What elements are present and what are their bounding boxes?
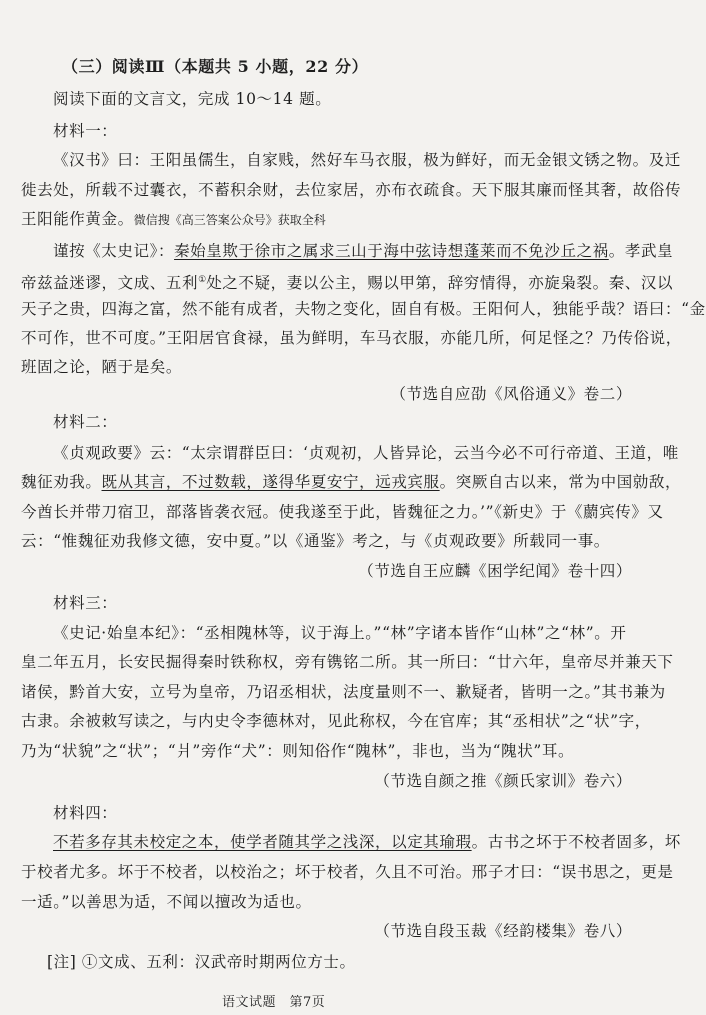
underlined-sentence: 既从其言，不过数载，遂得华夏安宁，远戎宾服	[101, 473, 440, 491]
material-1-line: 班固之论，陋于是矣。	[21, 358, 183, 376]
material-1-line: 不可作，世不可度。”王阳居官食禄，虽为鲜明，车马衣服，亦能几所，何足怪之？乃传俗说，	[21, 329, 682, 347]
watermark-text: 微信搜《高三答案公众号》获取全科	[133, 213, 326, 227]
material-2-line: 今酋长并带刀宿卫，部落皆袭衣冠。使我遂至于此，皆魏征之力。’”《新史》于《蘮宾传》又	[21, 503, 664, 521]
section-title: （三）阅读Ⅲ（本题共 5 小题，22 分）	[62, 57, 369, 76]
material-1-title: 材料一：	[53, 122, 118, 140]
material-4-source: （节选自段玉裁《经韵楼集》卷八）	[374, 922, 632, 940]
underlined-sentence: 不若多存其未校定之本，使学者随其学之浅深，以定其瑜瑕	[53, 833, 472, 851]
material-1-source: （节选自应劭《风俗通义》卷二）	[390, 385, 632, 403]
material-1-text: 谨按《太史记》：	[53, 242, 175, 260]
material-2-line	[21, 472, 681, 492]
material-1-text: 帝兹益迷谬，文成、五利	[21, 274, 199, 293]
material-4-line	[53, 832, 681, 852]
material-1-line: 《汉书》曰：王阳虽儒生，自家贱，然好车马衣服，极为鲜好，而无金银文锈之物。及迁	[53, 151, 681, 169]
material-1-text: 处之不疑，妻以公主，赐以甲第，辞穷情得，亦旋枭裂。秦、汉以	[206, 274, 674, 293]
material-4-line: 一适。”以善思为适，不闻以擅改为适也。	[21, 893, 312, 911]
material-3-line: 古隶。余被敕写读之，与内史令李德林对，见此称权，今在官库；其“丞相状”之“状”字，	[21, 712, 651, 730]
material-3-source: （节选自颜之推《颜氏家训》卷六）	[374, 772, 632, 790]
footnote: [注] ①文成、五利：汉武帝时期两位方士。	[47, 953, 356, 971]
material-2-source: （节选自王应麟《困学纪闻》卷十四）	[358, 562, 632, 580]
page-footer: 语文试题 第7页	[222, 995, 326, 1010]
material-4-title: 材料四：	[53, 804, 118, 822]
material-4-text: 。古书之坏于不校者固多，坏	[471, 833, 681, 851]
material-1-line: 徙去处，所载不过囊衣，不蓄积余财，去位家居，亦布衣疏食。天下服其廉而怪其奢，故俗传	[21, 181, 682, 199]
material-3-line: 皇二年五月，长安民掘得秦时铁称权，旁有镌铭二所。其一所曰：“廿六年，皇帝尽并兼天下	[21, 653, 674, 671]
material-3-line: 《史记·始皇本纪》：“丞相隗林等，议于海上。”“林”字诸本皆作“山林”之“林”。开	[53, 624, 627, 642]
material-2-line: 云：“惟魏征劝我修文德，安中夏。”以《通鉴》考之，与《贞观政要》所载同一事。	[21, 532, 610, 550]
material-1-text: 王阳能作黄金。	[21, 210, 134, 228]
material-1-text: 。孝武皇	[608, 242, 674, 260]
material-4-line: 于校者尤多。坏于不校者，以校治之；坏于校者，久且不可治。邢子才曰：“误书思之，更是	[21, 863, 674, 881]
material-3-title: 材料三：	[53, 594, 118, 612]
footnote-marker: ①	[198, 275, 207, 285]
instruction-text: 阅读下面的文言文，完成 10～14 题。	[53, 90, 332, 108]
material-2-text: 。突厥自古以来，常为中国勍敌，	[439, 473, 682, 491]
underlined-sentence: 秦始皇欺于徐市之属求三山于海中弦诗想蓬莱而不免沙丘之祸	[174, 242, 609, 260]
material-2-line: 《贞观政要》云：“太宗谓群臣曰：‘贞观初，人皆异论，云当今必不可行帝道、王道，唯	[53, 444, 679, 462]
material-1-line: 天子之贵，四海之富，然不能有成者，夫物之变化，固自有极。王阳何人，独能乎哉？语曰：“金	[21, 300, 706, 318]
material-1-line	[21, 209, 326, 230]
material-2-text: 魏征劝我。	[21, 473, 102, 491]
material-1-line	[21, 270, 673, 293]
material-3-line: 诸侯，黔首大安，立号为皇帝，乃诏丞相状，法度量则不一、歉疑者，皆明一之。”其书兼为	[21, 683, 666, 701]
material-1-line	[53, 241, 673, 261]
material-2-title: 材料二：	[53, 413, 118, 431]
material-3-line: 乃为“状貌”之“状”；“爿”旁作“犬”：则知俗作“隗林”，非也，当为“隗状”耳。	[21, 742, 575, 760]
